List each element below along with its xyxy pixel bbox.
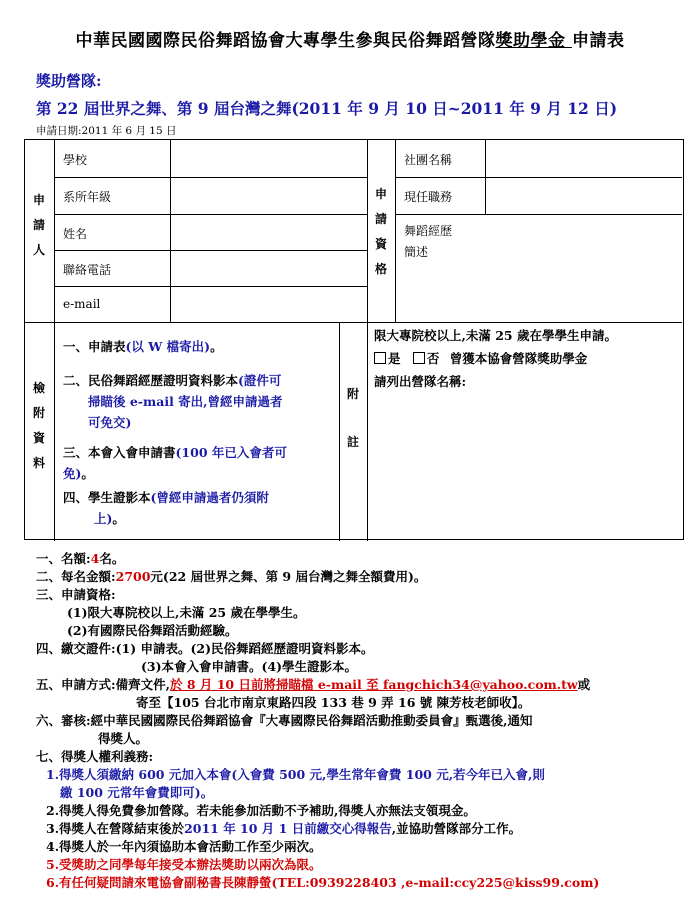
note-previous-award: 曾獲本協會營隊獎助學金 [449,351,588,366]
notes-content [374,324,684,393]
title-suffix: 申請表 [571,31,625,51]
form-title [0,26,700,51]
no-label: 否 [426,351,440,366]
title-underlined: 獎助學金 [495,31,572,51]
title-prefix: 中華民國國際民俗舞蹈協會大專學生參與民俗舞蹈營隊 [75,31,496,51]
attachments-label: 檢 附 資 料 [32,381,45,470]
field-department-grade: 系所年級 [63,190,112,204]
obligation-5: 5.受獎助之同學每年接受本辦法獎助以兩次為限。 [46,857,322,872]
field-school: 學校 [63,153,88,167]
rule-review: 六、審核:經中華民國國際民俗舞蹈協會『大專國際民俗舞蹈活動推動委員會』甄選後,通知 [36,713,533,728]
no-checkbox[interactable] [413,352,425,364]
field-name: 姓名 [63,227,88,241]
applicant-label: 申 請 人 [32,193,45,257]
attachment-3: 三、本會入會申請書(100 年已入會者可 免)。 [63,445,287,481]
dance-experience-input[interactable] [396,260,682,321]
rule-amount: 二、每名金額:2700元(22 屆世界之舞、第 9 屆台灣之舞全額費用)。 [36,569,427,584]
rule-documents: 四、繳交證件:(1) 申請表。(2)民俗舞蹈經歷證明資料影本。 [36,641,374,656]
name-input[interactable] [171,215,366,249]
field-dance-experience: 舞蹈經歷 [404,224,453,238]
note-list-camps: 請列出營隊名稱: [374,374,467,389]
rules-section [36,550,676,892]
rule-obligations: 七、得獎人權利義務: [36,749,154,764]
phone-input[interactable] [171,251,366,285]
obligation-1-cont: 繳 100 元常年會費即可)。 [60,785,214,800]
obligation-2: 2.得獎人得免費參加營隊。若未能參加活動不予補助,得獎人亦無法支領現金。 [46,803,476,818]
department-grade-input[interactable] [171,178,366,213]
field-dance-experience-brief: 簡述 [404,245,429,259]
camp-line: 第 22 屆世界之舞、第 9 屆台灣之舞(2011 年 9 月 10 日~2011 年 9 月 12 日) [36,99,618,118]
rule-method-address: 寄至【105 台北市南京東路四段 133 巷 9 弄 16 號 陳芳枝老師收】。 [136,695,531,710]
attachment-1: 一、申請表(以 W 檔寄出)。 [63,339,223,354]
rule-documents-2: (3)本會入會申請書。(4)學生證影本。 [141,659,358,674]
obligation-3: 3.得獎人在營隊結束後於2011 年 10 月 1 日前繳交心得報告,並協助營隊部分工作。 [46,821,522,836]
field-phone: 聯絡電話 [63,263,112,277]
yes-label: 是 [388,351,401,366]
application-form-table [24,139,684,540]
field-club-name: 社團名稱 [404,153,453,167]
current-position-input[interactable] [486,178,682,213]
field-email: e-mail [63,297,101,311]
school-input[interactable] [171,141,366,176]
obligation-6: 6.有任何疑問請來電協會副秘書長陳靜螢(TEL:0939228403 ,e-mail:ccy225@kiss99.com) [46,875,600,890]
obligation-4: 4.得獎人於一年內須協助本會活動工作至少兩次。 [46,839,322,854]
yes-checkbox[interactable] [374,352,386,364]
attachment-2: 二、民俗舞蹈經歷證明資料影本(證件可 掃瞄後 e-mail 寄出,曾經申請過者 可免交) [63,373,283,430]
rule-eligibility: 三、申請資格: [36,587,116,602]
club-name-input[interactable] [486,141,682,176]
rule-method: 五、申請方式:備齊文件,於 8 月 10 日前將掃瞄檔 e-mail 至 fangchich34@yahoo.com.tw或 [36,677,591,692]
rule-quota: 一、名額:4名。 [36,551,125,566]
attachment-4: 四、學生證影本(曾經申請過者仍須附 上)。 [63,490,269,526]
qualification-label: 申 請 資 格 [374,187,387,276]
note-eligibility: 限大專院校以上,未滿 25 歲在學學生申請。 [374,328,617,343]
obligation-1: 1.得獎人須繳納 600 元加入本會(入會費 500 元,學生常年會費 100 元,若今年已入會,則 [46,767,545,782]
camp-heading: 獎助營隊: [36,72,102,90]
notes-label: 附 註 [346,387,359,449]
apply-date: 申請日期:2011 年 6 月 15 日 [36,125,177,137]
rule-eligibility-2: (2)有國際民俗舞蹈活動經驗。 [67,623,238,638]
field-current-position: 現任職務 [404,190,453,204]
rule-review-2: 得獎人。 [98,731,149,746]
rule-eligibility-1: (1)限大專院校以上,未滿 25 歲在學學生。 [67,605,306,620]
email-input[interactable] [171,287,366,321]
